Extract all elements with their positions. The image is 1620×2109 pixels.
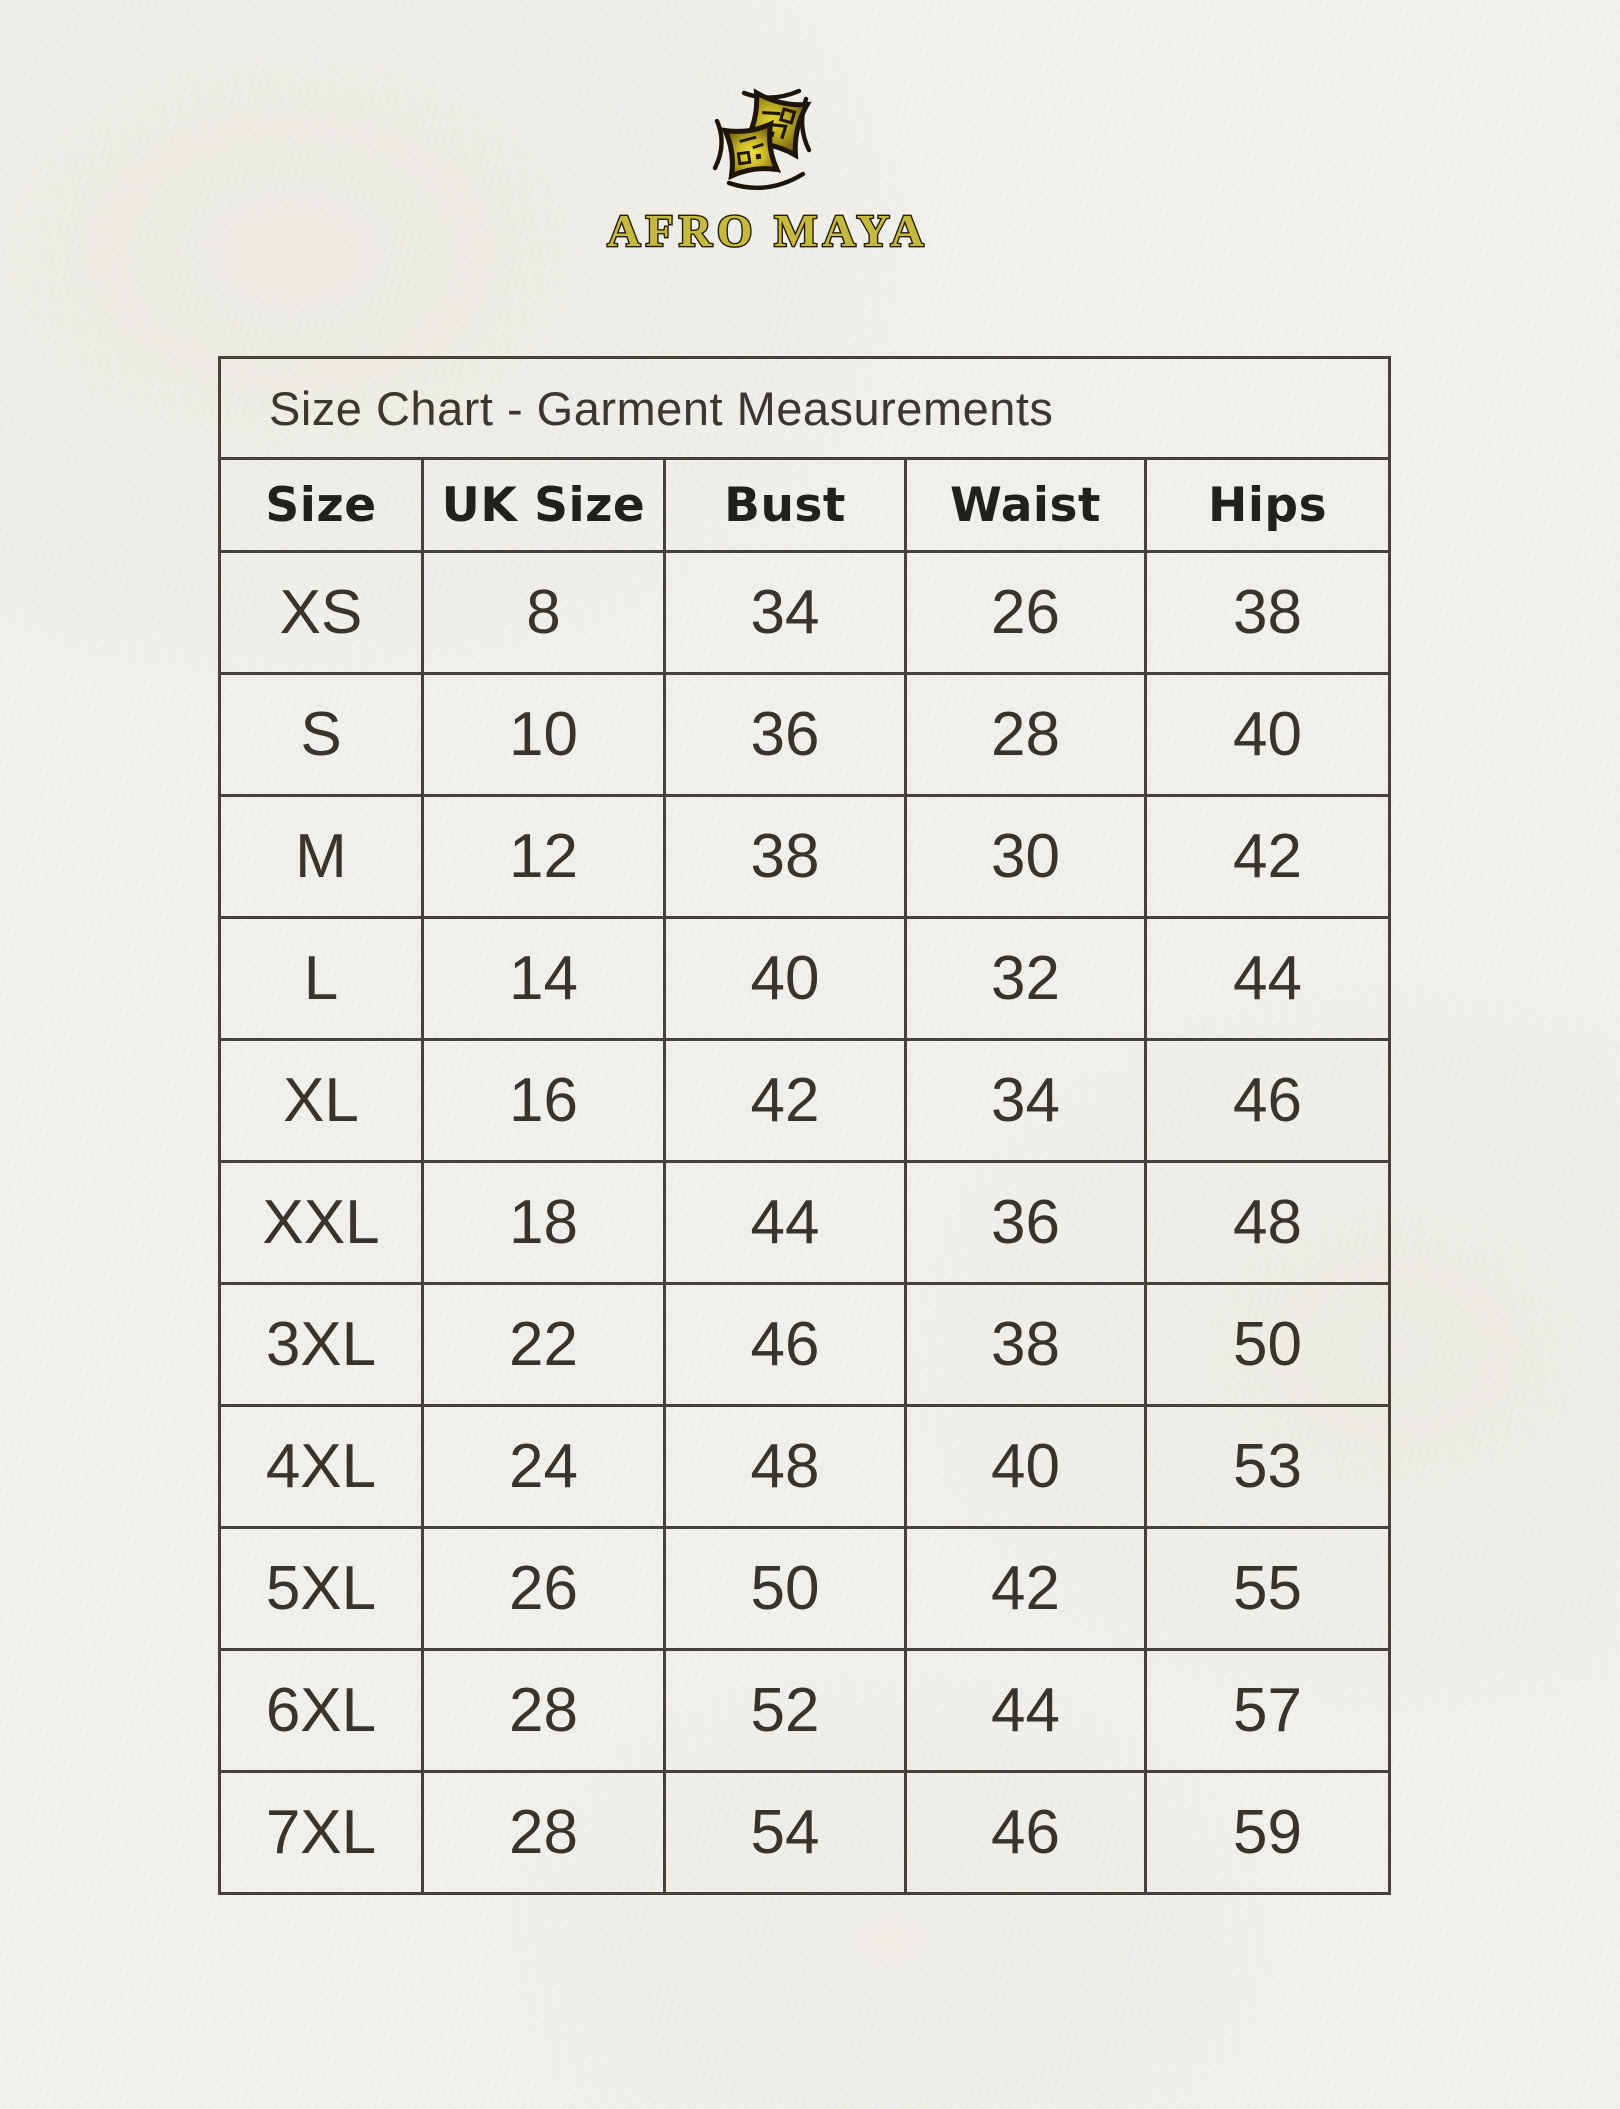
table-cell: 3XL	[220, 1284, 423, 1406]
table-row	[220, 918, 1390, 1040]
table-title-row	[220, 358, 1390, 459]
size-chart-page	[0, 84, 1620, 2109]
table-row	[220, 1162, 1390, 1284]
table-row	[220, 1650, 1390, 1772]
table-cell: 40	[665, 918, 906, 1040]
table-row	[220, 1040, 1390, 1162]
table-cell: 30	[906, 796, 1146, 918]
column-header-hips: Hips	[1146, 459, 1390, 552]
table-cell: 34	[665, 552, 906, 674]
brand-header	[588, 84, 948, 262]
table-cell: 48	[1146, 1162, 1390, 1284]
logo-diamond-bottom	[725, 124, 777, 176]
table-cell: 44	[1146, 918, 1390, 1040]
table-cell: 46	[906, 1772, 1146, 1894]
brand-wordmark	[588, 200, 948, 262]
table-cell: 42	[1146, 796, 1390, 918]
table-cell: 5XL	[220, 1528, 423, 1650]
table-cell: L	[220, 918, 423, 1040]
table-cell: 48	[665, 1406, 906, 1528]
table-cell: 32	[906, 918, 1146, 1040]
table-cell: 46	[665, 1284, 906, 1406]
table-cell: 57	[1146, 1650, 1390, 1772]
table-row	[220, 1528, 1390, 1650]
table-cell: 42	[906, 1528, 1146, 1650]
table-cell: 28	[906, 674, 1146, 796]
table-cell: M	[220, 796, 423, 918]
size-chart-table	[218, 356, 1391, 1895]
table-cell: 8	[423, 552, 665, 674]
table-cell: XL	[220, 1040, 423, 1162]
table-cell: 40	[1146, 674, 1390, 796]
column-header-size: Size	[220, 459, 423, 552]
table-cell: 12	[423, 796, 665, 918]
table-cell: 36	[906, 1162, 1146, 1284]
column-header-uk-size: UK Size	[423, 459, 665, 552]
table-cell: 59	[1146, 1772, 1390, 1894]
table-cell: 34	[906, 1040, 1146, 1162]
table-cell: XXL	[220, 1162, 423, 1284]
table-cell: 24	[423, 1406, 665, 1528]
table-cell: 40	[906, 1406, 1146, 1528]
table-cell: 46	[1146, 1040, 1390, 1162]
brand-name-text: AFRO MAYA	[607, 205, 929, 256]
table-row	[220, 796, 1390, 918]
table-cell: 44	[665, 1162, 906, 1284]
table-row	[220, 1406, 1390, 1528]
table-cell: 54	[665, 1772, 906, 1894]
table-title: Size Chart - Garment Measurements	[220, 358, 1390, 459]
table-cell: 38	[1146, 552, 1390, 674]
table-header-row	[220, 459, 1390, 552]
table-cell: 52	[665, 1650, 906, 1772]
table-cell: 50	[665, 1528, 906, 1650]
table-cell: 38	[665, 796, 906, 918]
table-cell: 18	[423, 1162, 665, 1284]
table-cell: 22	[423, 1284, 665, 1406]
brand-logo-icon	[706, 84, 830, 196]
table-cell: 10	[423, 674, 665, 796]
table-row	[220, 552, 1390, 674]
table-cell: 28	[423, 1650, 665, 1772]
table-cell: 16	[423, 1040, 665, 1162]
table-row	[220, 1284, 1390, 1406]
table-cell: 36	[665, 674, 906, 796]
table-cell: 28	[423, 1772, 665, 1894]
table-cell: 53	[1146, 1406, 1390, 1528]
table-cell: 14	[423, 918, 665, 1040]
table-cell: 42	[665, 1040, 906, 1162]
column-header-waist: Waist	[906, 459, 1146, 552]
column-header-bust: Bust	[665, 459, 906, 552]
table-row	[220, 1772, 1390, 1894]
table-cell: 7XL	[220, 1772, 423, 1894]
table-cell: 55	[1146, 1528, 1390, 1650]
table-row	[220, 674, 1390, 796]
table-cell: 4XL	[220, 1406, 423, 1528]
table-cell: 50	[1146, 1284, 1390, 1406]
table-cell: 26	[423, 1528, 665, 1650]
table-cell: 26	[906, 552, 1146, 674]
table-cell: 38	[906, 1284, 1146, 1406]
table-cell: 6XL	[220, 1650, 423, 1772]
size-table-body	[220, 552, 1390, 1894]
table-cell: XS	[220, 552, 423, 674]
table-cell: S	[220, 674, 423, 796]
table-cell: 44	[906, 1650, 1146, 1772]
